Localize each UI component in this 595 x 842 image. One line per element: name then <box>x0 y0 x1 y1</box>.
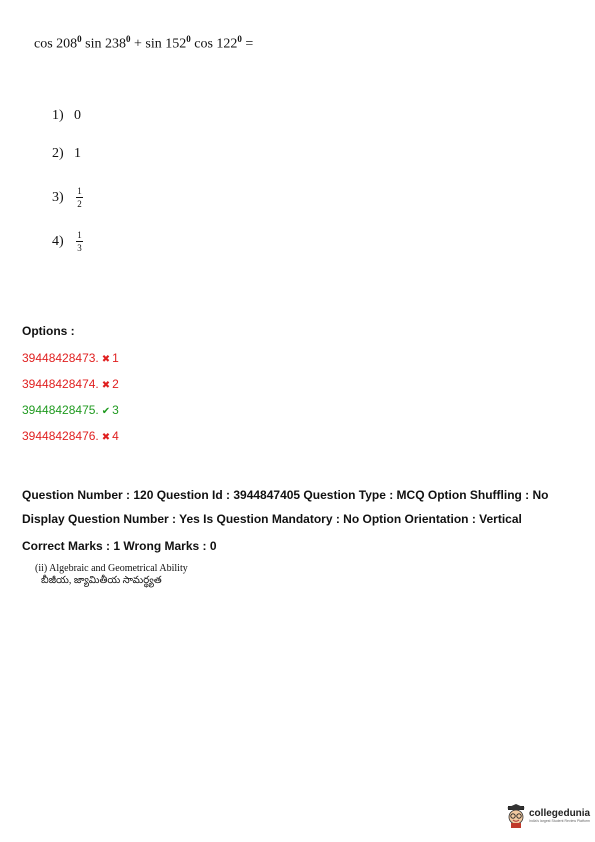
fraction-bar <box>76 241 83 242</box>
choice-value: 1 <box>74 146 81 161</box>
fraction <box>76 186 83 209</box>
degree-sup: 0 <box>126 34 131 44</box>
denominator: 3 <box>77 243 82 253</box>
degree-sup: 0 <box>77 34 82 44</box>
option-answer: 3 <box>112 403 119 417</box>
section-title <box>35 563 188 587</box>
option-answer: 4 <box>112 429 119 443</box>
expr-part: sin 238 <box>81 36 127 52</box>
choice-4 <box>52 230 83 253</box>
numerator: 1 <box>77 186 82 196</box>
option-row-correct <box>22 403 119 417</box>
collegedunia-logo <box>505 804 590 828</box>
section-title-english: (ii) Algebraic and Geometrical Ability <box>35 563 188 574</box>
question-meta-line2: Display Question Number : Yes Is Question Mandatory : No Option Orientation : Vertical <box>22 512 522 526</box>
choice-1 <box>52 108 81 124</box>
logo-tagline: India's largest Student Review Platform <box>529 819 590 823</box>
option-row <box>22 429 119 443</box>
logo-name: collegedunia <box>529 808 591 819</box>
expr-part: + sin 152 <box>130 36 187 52</box>
logo-text <box>529 808 590 824</box>
question-expression <box>34 34 253 53</box>
question-meta-line1: Question Number : 120 Question Id : 3944847405 Question Type : MCQ Option Shuffling : No <box>22 488 549 502</box>
option-id: 39448428476. <box>22 429 99 443</box>
mascot-icon <box>505 804 527 828</box>
question-meta-line3: Correct Marks : 1 Wrong Marks : 0 <box>22 539 217 553</box>
choice-number: 1) <box>52 108 64 123</box>
expr-part: cos 208 <box>34 36 78 52</box>
fraction <box>76 230 83 253</box>
cross-icon: ✖ <box>101 354 111 365</box>
option-id: 39448428475. <box>22 403 99 417</box>
equals-sign: = <box>241 36 254 52</box>
denominator: 2 <box>77 199 82 209</box>
choice-2 <box>52 146 81 162</box>
choice-number: 2) <box>52 146 64 161</box>
fraction-bar <box>76 197 83 198</box>
numerator: 1 <box>77 230 82 240</box>
degree-sup: 0 <box>186 34 191 44</box>
section-title-telugu: బీజీయ, జ్యామితీయ సామర్థ్యత <box>41 575 162 586</box>
options-heading: Options : <box>22 324 75 338</box>
choice-number: 4) <box>52 233 64 249</box>
expr-part: cos 122 <box>190 36 238 52</box>
option-answer: 1 <box>112 351 119 365</box>
check-icon: ✔ <box>101 406 111 417</box>
option-id: 39448428473. <box>22 351 99 365</box>
degree-sup: 0 <box>237 34 242 44</box>
option-answer: 2 <box>112 377 119 391</box>
cross-icon: ✖ <box>101 380 111 391</box>
option-id: 39448428474. <box>22 377 99 391</box>
cross-icon: ✖ <box>101 432 111 443</box>
choice-3 <box>52 186 83 209</box>
option-row <box>22 377 119 391</box>
option-row <box>22 351 119 365</box>
choice-value: 0 <box>74 108 81 123</box>
choice-number: 3) <box>52 189 64 205</box>
